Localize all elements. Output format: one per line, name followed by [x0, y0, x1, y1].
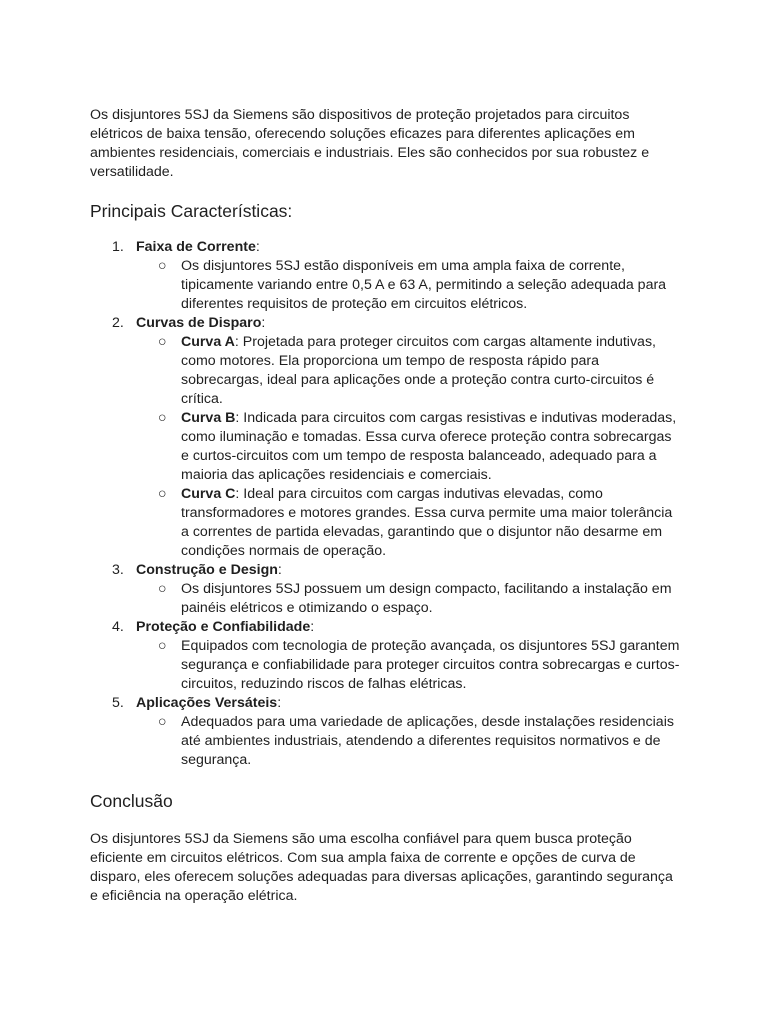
features-list [90, 238, 680, 770]
circle-bullet-icon: ○ [158, 714, 167, 730]
feature-item [90, 618, 680, 694]
feature-title: Aplicações Versáteis [136, 695, 278, 711]
subitem-text: Os disjuntores 5SJ possuem um design compacto, facilitando a instalação em painéis elétricos e otimizando o espaço. [181, 581, 672, 616]
subitem-text: Adequados para uma variedade de aplicações, desde instalações residenciais até ambientes industriais, atendendo a diferentes requisitos normativos e de segurança. [181, 714, 674, 768]
feature-title: Curvas de Disparo [136, 315, 262, 331]
feature-title: Faixa de Corrente [136, 239, 256, 255]
feature-subitem [136, 713, 680, 770]
feature-subitem [136, 637, 680, 694]
feature-subitem [136, 333, 680, 409]
feature-title: Construção e Design [136, 562, 278, 578]
feature-colon: : [277, 562, 282, 578]
subitem-label: Curva A [181, 334, 235, 350]
feature-sublist [136, 333, 680, 561]
circle-bullet-icon: ○ [158, 638, 167, 654]
feature-item [90, 314, 680, 561]
feature-number: 3. [112, 562, 124, 578]
features-heading: Principais Características: [90, 201, 293, 221]
feature-number: 4. [112, 619, 124, 635]
feature-title: Proteção e Confiabilidade [136, 619, 311, 635]
circle-bullet-icon: ○ [158, 581, 167, 597]
feature-colon: : [261, 315, 266, 331]
subitem-label: Curva C [181, 486, 236, 502]
feature-item [90, 238, 680, 314]
feature-colon: : [310, 619, 315, 635]
circle-bullet-icon: ○ [158, 334, 167, 350]
feature-number: 1. [112, 239, 124, 255]
feature-number: 5. [112, 695, 124, 711]
feature-subitem [136, 485, 680, 561]
feature-sublist [136, 713, 680, 770]
subitem-label: Curva B [181, 410, 236, 426]
subitem-text: : Indicada para circuitos com cargas resistivas e indutivas moderadas, como iluminação e tomadas. Essa curva oferece proteção contra sobrecargas e curtos-circuitos com um tempo de resposta balanceado, adequado para a maioria das aplicações residenciais e comerciais. [181, 410, 677, 483]
subitem-text: Os disjuntores 5SJ estão disponíveis em uma ampla faixa de corrente, tipicamente variando entre 0,5 A e 63 A, permitindo a seleção adequada para diferentes requisitos de proteção em circuitos elétricos. [181, 258, 667, 312]
circle-bullet-icon: ○ [158, 410, 167, 426]
feature-sublist [136, 257, 680, 314]
conclusion-paragraph: Os disjuntores 5SJ da Siemens são uma escolha confiável para quem busca proteção eficiente em circuitos elétricos. Com sua ampla faixa de corrente e opções de curva de disparo, eles oferecem soluções adequadas para diversas aplicações, garantindo segurança e eficiência na operação elétrica. [90, 831, 673, 904]
feature-subitem [136, 409, 680, 485]
feature-item [90, 694, 680, 770]
intro-paragraph: Os disjuntores 5SJ da Siemens são dispositivos de proteção projetados para circuitos elétricos de baixa tensão, oferecendo soluções eficazes para diferentes aplicações em ambientes residenciais, comerciais e industriais. Eles são conhecidos por sua robustez e versatilidade. [90, 107, 650, 180]
document-page [90, 106, 680, 906]
feature-subitem [136, 580, 680, 618]
conclusion-heading: Conclusão [90, 791, 173, 811]
feature-colon: : [277, 695, 282, 711]
subitem-text: : Ideal para circuitos com cargas indutivas elevadas, como transformadores e motores grandes. Essa curva permite uma maior tolerância a correntes de partida elevadas, garantindo que o disjuntor não desarme em condições normais de operação. [181, 486, 673, 559]
subitem-text: Equipados com tecnologia de proteção avançada, os disjuntores 5SJ garantem segurança e confiabilidade para proteger circuitos contra sobrecargas e curtos-circuitos, reduzindo riscos de falhas elétricas. [181, 638, 680, 692]
feature-number: 2. [112, 315, 124, 331]
circle-bullet-icon: ○ [158, 486, 167, 502]
feature-colon: : [255, 239, 260, 255]
feature-sublist [136, 580, 680, 618]
feature-subitem [136, 257, 680, 314]
feature-sublist [136, 637, 680, 694]
feature-item [90, 561, 680, 618]
circle-bullet-icon: ○ [158, 258, 167, 274]
subitem-text: : Projetada para proteger circuitos com cargas altamente indutivas, como motores. Ela proporciona um tempo de resposta rápido para sobrecargas, ideal para aplicações onde a proteção contra curto-circuitos é crítica. [181, 334, 656, 407]
